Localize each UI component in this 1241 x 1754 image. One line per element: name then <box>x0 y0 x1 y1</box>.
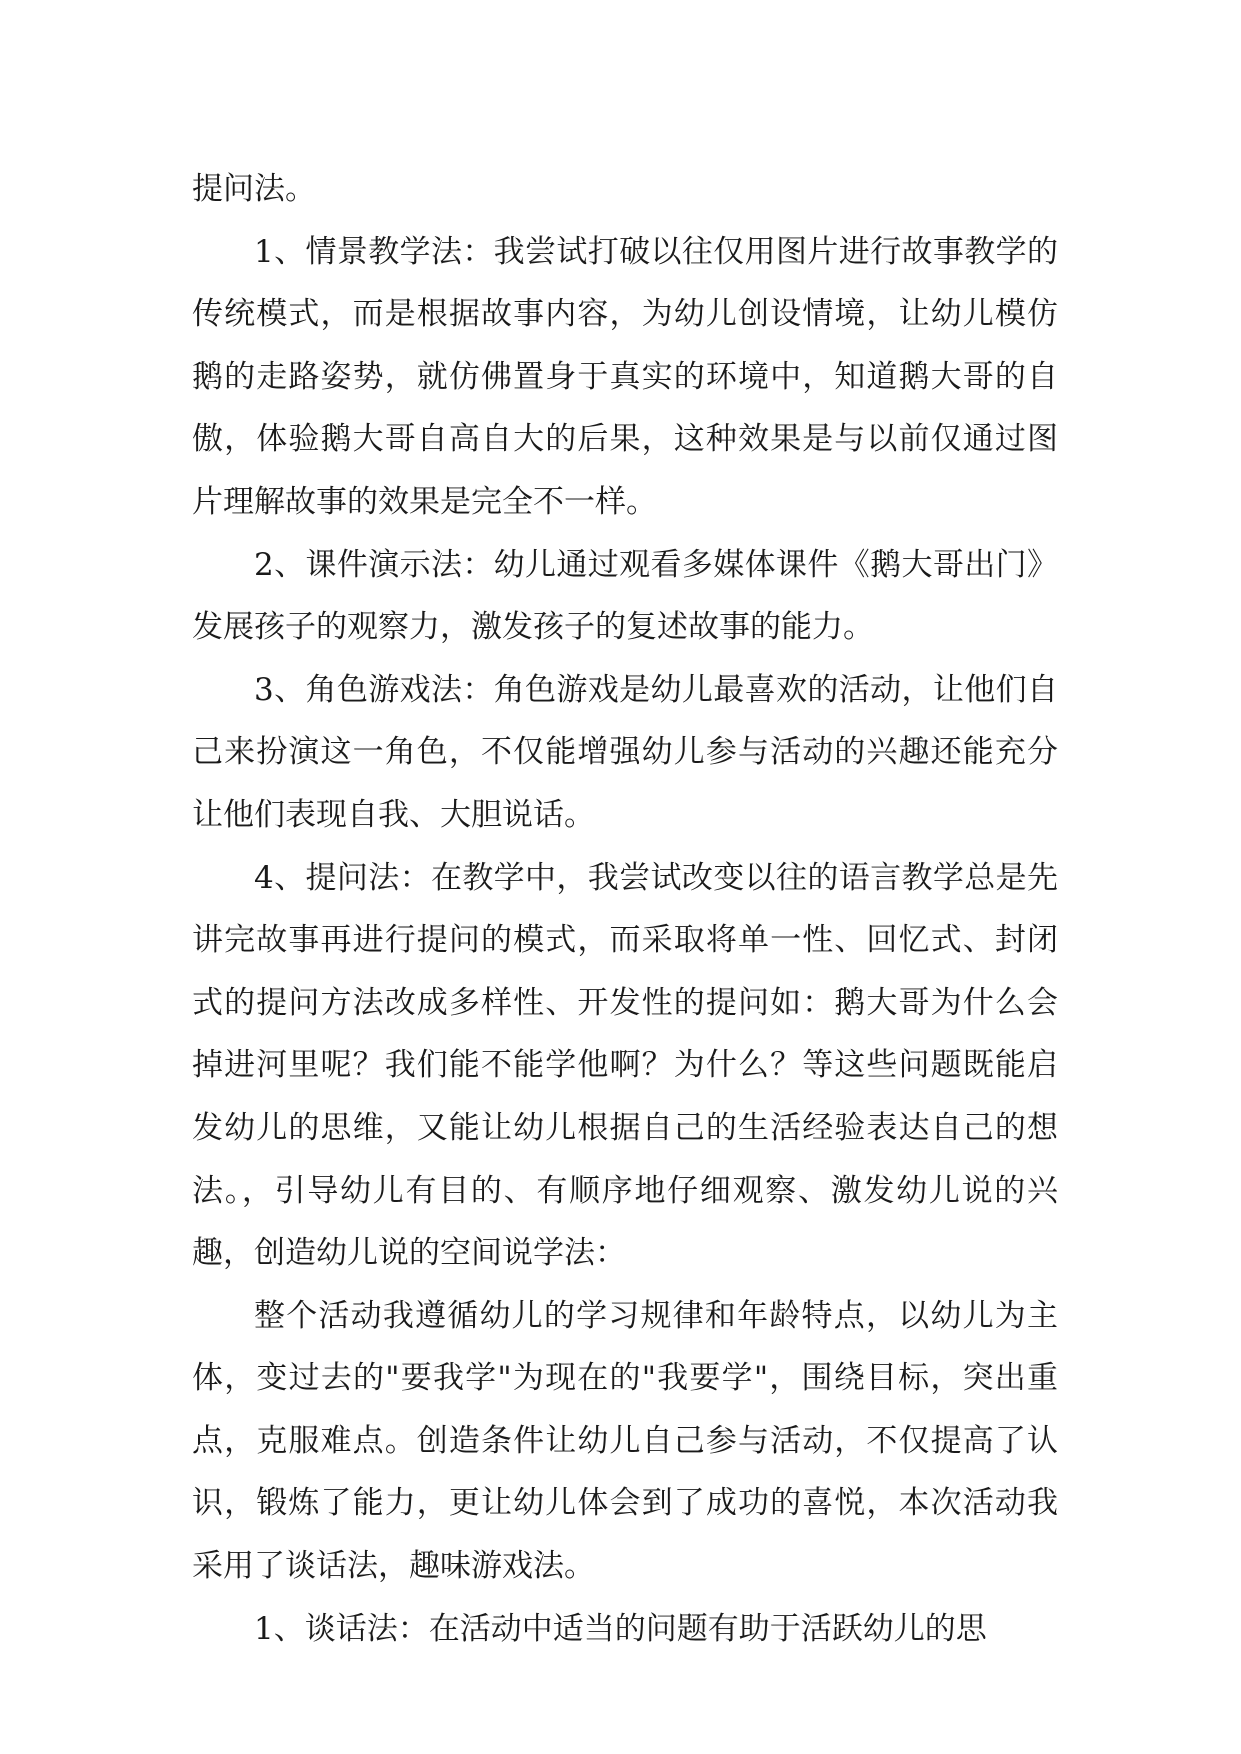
body-text <box>192 158 1058 1660</box>
paragraph: 整个活动我遵循幼儿的学习规律和年龄特点，以幼儿为主体，变过去的"要我学"为现在的"我要学"，围绕目标，突出重点，克服难点。创造条件让幼儿自己参与活动，不仅提高了认识，锻炼了能力，更让幼儿体会到了成功的喜悦，本次活动我采用了谈话法，趣味游戏法。 <box>192 1297 1058 1585</box>
paragraph: 3、角色游戏法：角色游戏是幼儿最喜欢的活动，让他们自己来扮演这一角色，不仅能增强幼儿参与活动的兴趣还能充分让他们表现自我、大胆说话。 <box>192 671 1058 833</box>
paragraph: 1、谈话法：在活动中适当的问题有助于活跃幼儿的思 <box>254 1610 987 1647</box>
paragraph: 2、课件演示法：幼儿通过观看多媒体课件《鹅大哥出门》发展孩子的观察力，激发孩子的复述故事的能力。 <box>192 546 1058 646</box>
paragraph: 1、情景教学法：我尝试打破以往仅用图片进行故事教学的传统模式，而是根据故事内容，为幼儿创设情境，让幼儿模仿鹅的走路姿势，就仿佛置身于真实的环境中，知道鹅大哥的自傲，体验鹅大哥自高自大的后果，这种效果是与以前仅通过图片理解故事的效果是完全不一样。 <box>192 233 1058 520</box>
paragraph: 提问法。 <box>192 171 316 207</box>
paragraph: 4、提问法：在教学中，我尝试改变以往的语言教学总是先讲完故事再进行提问的模式，而采取将单一性、回忆式、封闭式的提问方法改成多样性、开发性的提问如：鹅大哥为什么会掉进河里呢？我们能不能学他啊？为什么？等这些问题既能启发幼儿的思维，又能让幼儿根据自己的生活经验表达自己的想法。，引导幼儿有目的、有顺序地仔细观察、激发幼儿说的兴趣，创造幼儿说的空间说学法： <box>192 859 1058 1272</box>
